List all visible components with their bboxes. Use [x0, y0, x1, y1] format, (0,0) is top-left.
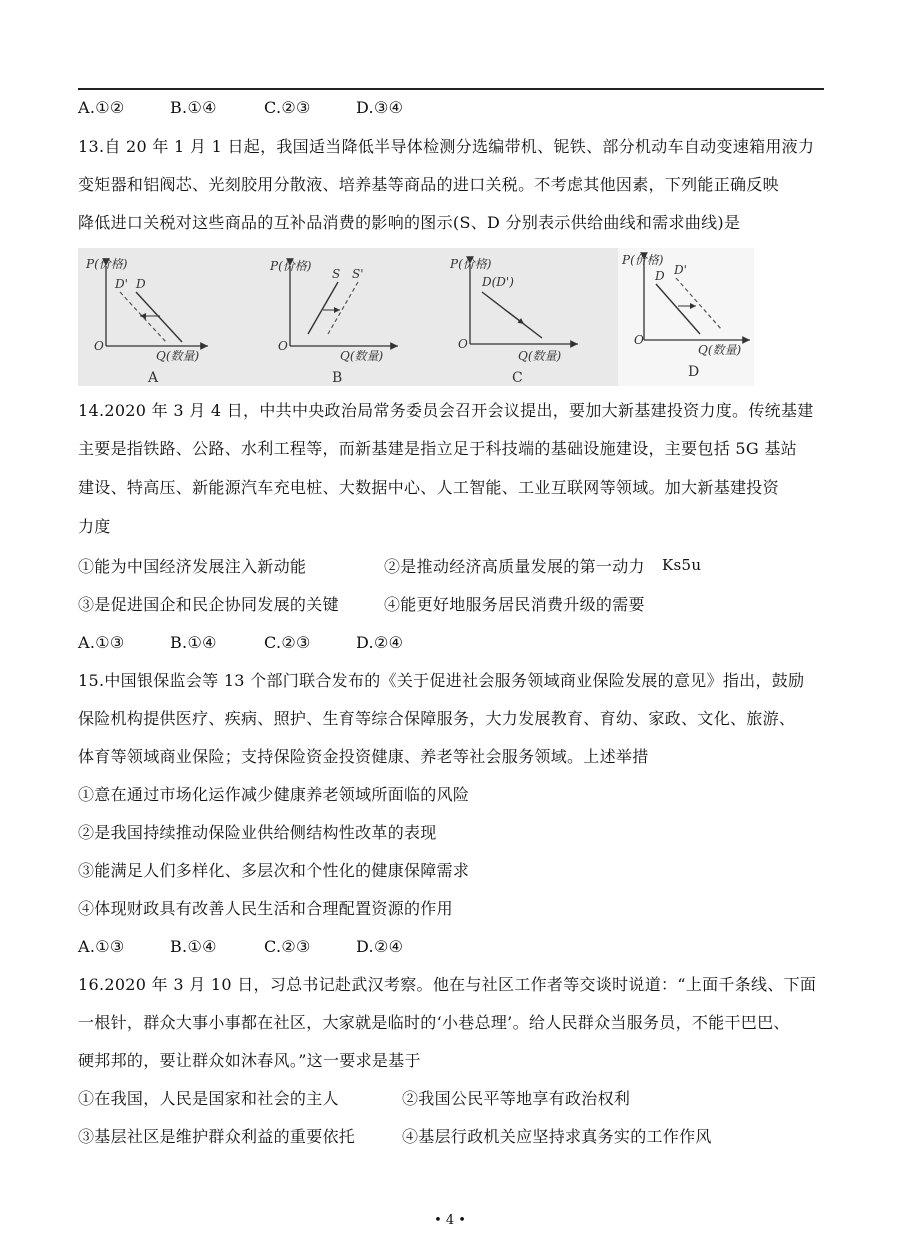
q14-line-1: 14.2020 年 3 月 4 日，中共中央政治局常务委员会召开会议提出，要加大新基建投资力度。传统基建: [78, 401, 814, 420]
q14-item-2[interactable]: ②是推动经济高质量发展的第一动力: [384, 557, 645, 576]
panel-d-x-axis: Q(数量): [698, 343, 742, 357]
panel-b-y-axis: P(价格): [270, 259, 312, 273]
q14-item-4[interactable]: ④能更好地服务居民消费升级的需要: [384, 595, 645, 614]
panel-a-curve-1: D': [115, 277, 128, 291]
panel-d-y-axis: P(价格): [622, 253, 664, 267]
panel-b-origin: O: [278, 339, 288, 353]
q15-item-3[interactable]: ③能满足人们多样化、多层次和个性化的健康保障需求: [78, 861, 470, 880]
q13-figure: [78, 248, 754, 386]
q15-item-1[interactable]: ①意在通过市场化运作减少健康养老领域所面临的风险: [78, 785, 470, 804]
option-c[interactable]: C.②③: [264, 937, 311, 956]
panel-d: [618, 248, 754, 386]
q13-line-1: 13.自 20 年 1 月 1 日起，我国适当降低半导体检测分选编带机、铌铁、部分机动车自动变速箱用液力: [78, 137, 815, 156]
panel-c-x-axis: Q(数量): [518, 349, 562, 363]
option-d[interactable]: D.②④: [356, 937, 404, 956]
page-number: • 4 •: [434, 1213, 466, 1228]
q14-item-3[interactable]: ③是促进国企和民企协同发展的关键: [78, 595, 339, 614]
panel-c-label: C: [512, 370, 523, 386]
option-a[interactable]: A.①③: [78, 937, 125, 956]
panel-d-label: D: [688, 364, 700, 380]
q15-options: [78, 936, 403, 958]
q14-line-3: 建设、特高压、新能源汽车充电桩、大数据中心、人工智能、工业互联网等领域。加大新基建投资: [78, 478, 779, 497]
panel-b: [269, 259, 398, 386]
panel-c-y-axis: P(价格): [450, 257, 492, 271]
option-b[interactable]: B.①④: [170, 937, 217, 956]
panel-b-x-axis: Q(数量): [340, 349, 384, 363]
q16-item-3[interactable]: ③基层社区是维护群众利益的重要依托: [78, 1127, 356, 1146]
option-a[interactable]: A.①③: [78, 633, 125, 652]
q14-line-2: 主要是指铁路、公路、水利工程等，而新基建是指立足于科技端的基础设施建设，主要包括 5G 基站: [78, 439, 797, 458]
option-d[interactable]: D.②④: [356, 633, 404, 652]
panel-c: [449, 257, 578, 386]
panel-b-label: B: [332, 370, 343, 386]
q14-item-1[interactable]: ①能为中国经济发展注入新动能: [78, 557, 307, 576]
q16-line-1: 16.2020 年 3 月 10 日，习总书记赴武汉考察。他在与社区工作者等交谈时说道：“上面千条线、下面: [78, 975, 817, 994]
option-c[interactable]: C.②③: [264, 98, 311, 117]
panel-d-origin: O: [634, 333, 644, 347]
panel-c-origin: O: [458, 337, 468, 351]
panel-a-x-axis: Q(数量): [156, 349, 200, 363]
panel-b-curve-2: S': [352, 267, 364, 281]
q15-line-2: 保险机构提供医疗、疾病、照护、生育等综合保障服务，大力发展教育、育幼、家政、文化、旅游、: [78, 709, 796, 728]
q13-line-3: 降低进口关税对这些商品的互补品消费的影响的图示(S、D 分别表示供给曲线和需求曲线)是: [78, 213, 741, 232]
panel-a-y-axis: P(价格): [86, 257, 128, 271]
option-d[interactable]: D.③④: [356, 98, 404, 117]
q16-item-1[interactable]: ①在我国，人民是国家和社会的主人: [78, 1089, 339, 1108]
q16-line-3: 硬邦邦的，要让群众如沐春风。”这一要求是基于: [78, 1051, 421, 1070]
q15-item-2[interactable]: ②是我国持续推动保险业供给侧结构性改革的表现: [78, 823, 437, 842]
panel-a-label: A: [148, 370, 159, 386]
panel-c-curve-1: D(D'): [482, 275, 514, 289]
q13-line-2: 变矩器和铝阀芯、光刻胶用分散液、培养基等商品的进口关税。不考虑其他因素，下列能正确反映: [78, 175, 779, 194]
option-c[interactable]: C.②③: [264, 633, 311, 652]
panel-a: [85, 257, 208, 386]
option-a[interactable]: A.①②: [78, 98, 125, 117]
panel-a-curve-2: D: [136, 277, 146, 291]
panel-a-origin: O: [94, 339, 104, 353]
panel-d-curve-2: D': [674, 263, 687, 277]
q13-figure-svg: [78, 248, 754, 386]
q16-item-4[interactable]: ④基层行政机关应坚持求真务实的工作作风: [402, 1127, 712, 1146]
ks5u-watermark: Ks5u: [662, 556, 702, 574]
panel-b-curve-1: S: [332, 267, 341, 281]
q15-item-4[interactable]: ④体现财政具有改善人民生活和合理配置资源的作用: [78, 899, 453, 918]
q14-options: [78, 632, 403, 654]
q14-line-4: 力度: [78, 517, 111, 536]
top-rule: [78, 88, 824, 90]
option-b[interactable]: B.①④: [170, 633, 217, 652]
panel-d-curve-1: D: [655, 269, 665, 283]
q15-line-3: 体育等领域商业保险；支持保险资金投资健康、养老等社会服务领域。上述举措: [78, 747, 649, 766]
prev-options: [78, 97, 403, 119]
q16-item-2[interactable]: ②我国公民平等地享有政治权利: [402, 1089, 631, 1108]
option-b[interactable]: B.①④: [170, 98, 217, 117]
q16-line-2: 一根针，群众大事小事都在社区，大家就是临时的‘小巷总理’。给人民群众当服务员，不能干巴巴、: [78, 1013, 790, 1032]
q15-line-1: 15.中国银保监会等 13 个部门联合发布的《关于促进社会服务领域商业保险发展的意见》指出，鼓励: [78, 671, 805, 690]
